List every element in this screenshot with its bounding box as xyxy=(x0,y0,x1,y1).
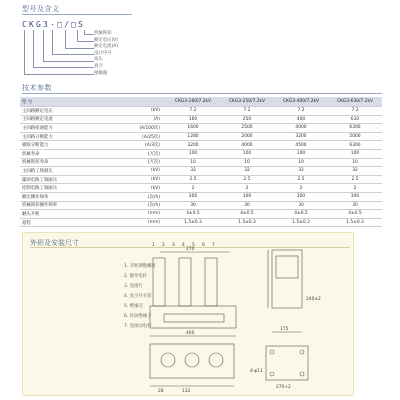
param-name: 机械锁扣寿命 xyxy=(20,158,132,167)
base-plate xyxy=(266,346,308,380)
param-value: 100 xyxy=(220,149,274,158)
param-value: 4000 xyxy=(220,141,274,150)
param-value: 4±0.5 xyxy=(220,210,274,219)
param-name: 主回路接通能力 xyxy=(20,124,132,133)
param-value: 300 xyxy=(274,192,328,201)
param-value: 7.2 xyxy=(274,107,328,116)
header-col-160: CKG3-160/7.2kV xyxy=(166,97,220,107)
param-value: 2500 xyxy=(220,124,274,133)
param-value: 2 xyxy=(166,184,220,193)
param-value: 1600 xyxy=(166,124,220,133)
param-value: 100 xyxy=(328,149,382,158)
figure-legend-item: 1. 开距调整螺母 xyxy=(124,264,156,269)
param-value: 3200 xyxy=(274,132,328,141)
param-name: 极限分断能力 xyxy=(20,141,132,150)
legend-item: 额定电流(A) xyxy=(94,44,118,50)
param-value: 1.5±0.3 xyxy=(220,218,274,227)
pole-2 xyxy=(179,258,191,306)
param-name: 辅助电路工频耐压 xyxy=(20,175,132,184)
dim-base: 270+2 xyxy=(276,385,291,390)
param-value: 32 xyxy=(220,167,274,176)
param-name: 主回路额定电压 xyxy=(20,107,132,116)
param-name: 主回路工频耐压 xyxy=(20,167,132,176)
param-unit: (kV) xyxy=(132,175,166,184)
model-section-title: 型号及含义 xyxy=(22,5,60,13)
param-unit: (万次) xyxy=(132,149,166,158)
param-value: 32 xyxy=(328,167,382,176)
figure-legend xyxy=(124,262,156,332)
param-value: 4500 xyxy=(274,141,328,150)
legend-item: 额定电压(V) xyxy=(94,37,118,43)
param-value: 2 xyxy=(274,184,328,193)
param-value: 7.2 xyxy=(220,107,274,116)
header-model: 型 号 xyxy=(20,97,132,107)
side-view xyxy=(268,250,302,332)
bottom-terminal-3 xyxy=(209,353,223,367)
params-section-title: 技术参数 xyxy=(22,84,52,92)
param-name: 主回路分断能力 xyxy=(20,132,132,141)
param-value: 30 xyxy=(166,201,220,210)
param-unit: (A/3次) xyxy=(132,141,166,150)
param-value: 2 xyxy=(328,184,382,193)
param-unit: (次/h) xyxy=(132,201,166,210)
param-value: 100 xyxy=(166,149,220,158)
param-value: 1280 xyxy=(166,132,220,141)
param-value: 2000 xyxy=(220,132,274,141)
dim-side-h2: 240±2 xyxy=(306,297,321,302)
legend-item: 真空 xyxy=(94,63,103,69)
param-value: 100 xyxy=(274,149,328,158)
param-value: 30 xyxy=(274,201,328,210)
param-value: 4±0.5 xyxy=(274,210,328,219)
param-name: 机械锁扣操作频率 xyxy=(20,201,132,210)
param-unit: (mm) xyxy=(132,218,166,227)
param-value: 1.5±0.3 xyxy=(274,218,328,227)
param-value: 2.5 xyxy=(328,175,382,184)
param-value: 4000 xyxy=(274,124,328,133)
param-value: 160 xyxy=(166,115,220,124)
mount-hole xyxy=(270,372,274,376)
param-value: 30 xyxy=(220,201,274,210)
bottom-terminal-1 xyxy=(161,353,175,367)
param-value: 7.2 xyxy=(166,107,220,116)
param-name: 额定操作频率 xyxy=(20,192,132,201)
param-value: 10 xyxy=(274,158,328,167)
param-value: 300 xyxy=(328,192,382,201)
param-value: 30 xyxy=(328,201,382,210)
param-value: 32 xyxy=(274,167,328,176)
side-window xyxy=(276,256,298,278)
front-view xyxy=(150,252,236,336)
param-name: 超程 xyxy=(20,218,132,227)
param-value: 10 xyxy=(166,158,220,167)
callout-number: 7 xyxy=(212,243,215,248)
param-unit: (kV) xyxy=(132,107,166,116)
callout-number: 5 xyxy=(192,243,195,248)
callout-number: 2 xyxy=(162,243,165,248)
param-value: 250 xyxy=(220,115,274,124)
dim-bottom-a: 132 xyxy=(182,389,191,394)
param-name: 主回路额定电流 xyxy=(20,115,132,124)
figure-legend-item: 3. 连接片 xyxy=(124,284,143,289)
legend-item: 高压 xyxy=(94,57,103,63)
param-value: 400 xyxy=(274,115,328,124)
legend-item: 接触器 xyxy=(94,70,108,76)
header-col-250: CKG3-250/7.2kV xyxy=(220,97,274,107)
figure-legend-item: 6. 传动绝缘子 xyxy=(124,314,152,319)
pole-3 xyxy=(205,258,217,306)
base-plate-view xyxy=(266,346,308,380)
dim-bottom-b: 28 xyxy=(158,389,164,394)
callout-number: 4 xyxy=(182,243,185,248)
param-value: 300 xyxy=(166,192,220,201)
bottom-plate xyxy=(150,344,234,378)
mount-hole xyxy=(300,350,304,354)
bottom-terminal-2 xyxy=(185,353,199,367)
param-value: 4±0.5 xyxy=(166,210,220,219)
param-value: 2.5 xyxy=(220,175,274,184)
param-value: 6300 xyxy=(328,124,382,133)
param-unit: (A) xyxy=(132,115,166,124)
param-value: 1.5±0.3 xyxy=(166,218,220,227)
legend-item: 机械锁扣 xyxy=(94,31,112,36)
bottom-view xyxy=(150,344,234,386)
header-col-400: CKG3-400/7.2kV xyxy=(274,97,328,107)
base-frame xyxy=(150,306,236,328)
dim-holes: 4-φ11 xyxy=(250,369,263,374)
param-value: 6300 xyxy=(328,141,382,150)
figure-legend-item: 4. 真空开关管 xyxy=(124,294,152,299)
callout-number: 6 xyxy=(202,243,205,248)
param-name: 触头开距 xyxy=(20,210,132,219)
mount-hole xyxy=(300,372,304,376)
param-value: 2 xyxy=(220,184,274,193)
param-value: 3200 xyxy=(166,141,220,150)
drive-bar xyxy=(164,314,224,322)
param-name: 控制电路工频耐压 xyxy=(20,184,132,193)
param-unit: (A/100次) xyxy=(132,124,166,133)
param-value: 2.5 xyxy=(274,175,328,184)
param-unit: (mm) xyxy=(132,210,166,219)
param-value: 300 xyxy=(220,192,274,201)
callout-number: 1 xyxy=(152,243,155,248)
side-housing xyxy=(272,250,302,308)
param-unit: (次/h) xyxy=(132,192,166,201)
figure-legend-item: 7. 连接动电杆 xyxy=(124,324,152,329)
figure-section-title: 外形及安装尺寸 xyxy=(30,239,79,247)
param-name: 机械寿命 xyxy=(20,149,132,158)
model-code: CKG3-□/□S xyxy=(22,20,86,29)
param-unit: (万次) xyxy=(132,158,166,167)
param-value: 2.5 xyxy=(166,175,220,184)
dim-front-width: 460 xyxy=(186,331,195,336)
mount-hole xyxy=(270,350,274,354)
param-value: 10 xyxy=(220,158,274,167)
callout-number: 3 xyxy=(172,243,175,248)
param-value: 7.2 xyxy=(328,107,382,116)
dim-side-width: 175 xyxy=(280,327,289,332)
param-value: 4±0.5 xyxy=(328,210,382,219)
legend-item: 设计序号 xyxy=(94,50,112,56)
param-unit: (kV) xyxy=(132,167,166,176)
param-value: 32 xyxy=(166,167,220,176)
param-value: 1.5±0.3 xyxy=(328,218,382,227)
param-value: 10 xyxy=(328,158,382,167)
figure-legend-item: 5. 绝缘壳 xyxy=(124,304,143,309)
header-col-630: CKG3-630/7.2kV xyxy=(328,97,382,107)
figure-legend-item: 2. 静导电杆 xyxy=(124,274,148,279)
param-value: 630 xyxy=(328,115,382,124)
param-unit: (A/25次) xyxy=(132,132,166,141)
param-value: 5000 xyxy=(328,132,382,141)
param-unit: (kV) xyxy=(132,184,166,193)
dim-front-width-2: 270 xyxy=(186,247,195,252)
